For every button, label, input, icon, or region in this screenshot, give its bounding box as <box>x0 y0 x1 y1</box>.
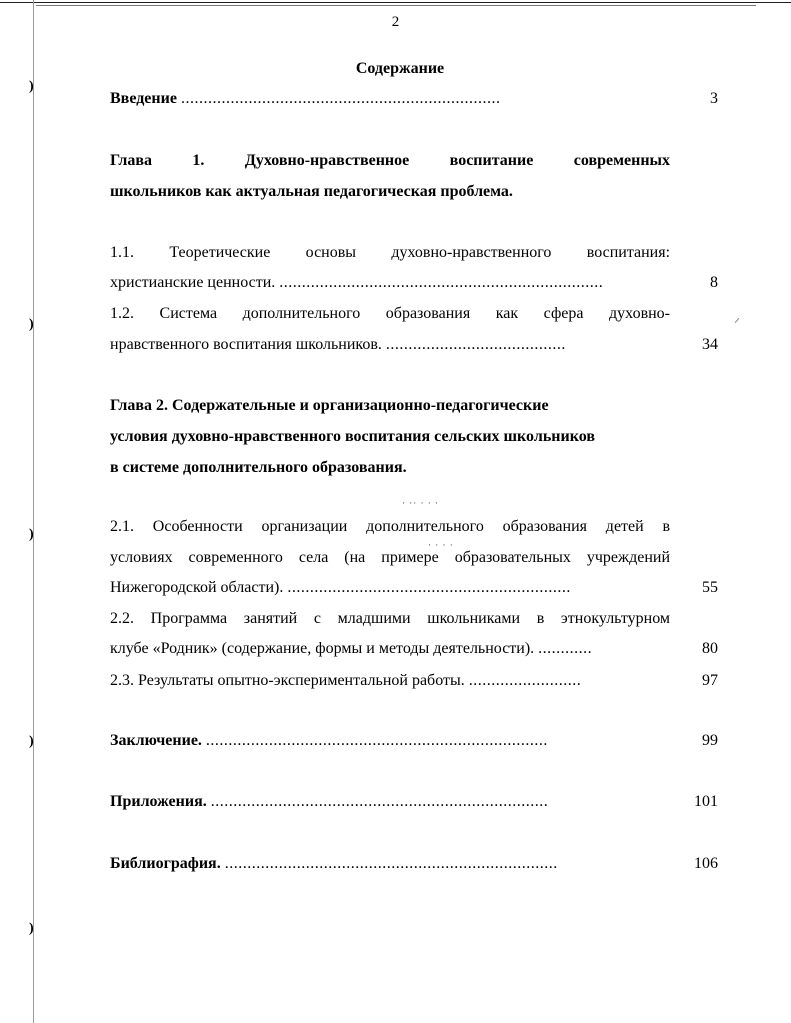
binding-hole-mark: ) <box>29 734 34 749</box>
toc-page-number: 8 <box>710 274 718 291</box>
toc-section-1-1-line2: христианские ценности. ........................................................................ <box>110 274 604 291</box>
toc-leader-dots: ........................................................................... <box>210 793 549 810</box>
toc-chapter-1-line1: Глава 1. Духовно-нравственное воспитание современных <box>110 152 671 169</box>
toc-page-number: 101 <box>694 793 718 810</box>
toc-leader-dots: ............................................................................ <box>205 732 548 749</box>
toc-page-number: 80 <box>702 640 718 657</box>
toc-title: Содержание <box>355 60 445 77</box>
toc-page-number: 55 <box>702 579 718 596</box>
left-binding-border <box>33 0 34 1023</box>
toc-chapter-2-line1: Глава 2. Содержательные и организационно-педагогические <box>110 397 549 414</box>
toc-chapter-1-line2: школьников как актуальная педагогическая проблема. <box>110 183 513 200</box>
page-number: 2 <box>391 14 400 30</box>
toc-section-2-1-line2: условиях современного села (на примере образовательных учреждений <box>110 549 671 566</box>
binding-hole-mark: ) <box>29 79 34 94</box>
toc-entry-appendix: Приложения. ........................................................................... <box>110 793 549 810</box>
toc-leader-dots: ........................................ <box>385 336 566 353</box>
toc-page-number: 97 <box>702 672 718 689</box>
toc-page-number: 106 <box>694 855 718 872</box>
toc-page-number: 3 <box>710 90 718 107</box>
scan-speck <box>735 318 740 323</box>
toc-leader-dots: ........................................................................ <box>279 274 604 291</box>
toc-section-2-1-line1: 2.1. Особенности организации дополнительного образования детей в <box>110 518 671 535</box>
toc-section-2-2-line2: клубе «Родник» (содержание, формы и методы деятельности). ............ <box>110 640 593 657</box>
toc-leader-dots: ......................... <box>468 672 582 689</box>
top-scan-border-inner <box>36 5 756 6</box>
toc-leader-dots: .......................................................................... <box>224 855 558 872</box>
toc-chapter-2-line3: в системе дополнительного образования. <box>110 459 407 476</box>
toc-page-number: 34 <box>702 336 718 353</box>
scan-speck: · · · · <box>428 540 454 550</box>
toc-section-1-1-line1: 1.1. Теоретические основы духовно-нравственного воспитания: <box>110 244 671 261</box>
toc-entry-label: Введение <box>110 90 177 107</box>
binding-hole-mark: ) <box>29 527 34 542</box>
toc-page-number: 99 <box>702 732 718 749</box>
top-scan-border <box>0 2 791 3</box>
scan-speck: · ·· · · · <box>402 498 439 508</box>
toc-section-2-3: 2.3. Результаты опытно-экспериментальной работы. ......................... <box>110 672 582 689</box>
binding-hole-mark: ) <box>29 317 34 332</box>
toc-section-1-2-line2: нравственного воспитания школьников. ........................................ <box>110 336 566 353</box>
toc-entry-conclusion: Заключение. ............................................................................ <box>110 732 548 749</box>
toc-leader-dots: ............................................................... <box>287 579 571 596</box>
binding-hole-mark: ) <box>29 921 34 936</box>
toc-entry-bibliography: Библиография. .......................................................................... <box>110 855 558 872</box>
toc-section-1-2-line1: 1.2. Система дополнительного образования как сфера духовно- <box>110 305 671 322</box>
toc-leader-dots: ....................................................................... <box>180 90 501 107</box>
toc-section-2-2-line1: 2.2. Программа занятий с младшими школьниками в этнокультурном <box>110 610 671 627</box>
toc-chapter-2-line2: условия духовно-нравственного воспитания сельских школьников <box>110 428 595 445</box>
toc-leader-dots: ............ <box>538 640 593 657</box>
toc-section-2-1-line3: Нижегородской области). ............................................................... <box>110 579 571 596</box>
toc-entry-intro <box>110 90 500 108</box>
